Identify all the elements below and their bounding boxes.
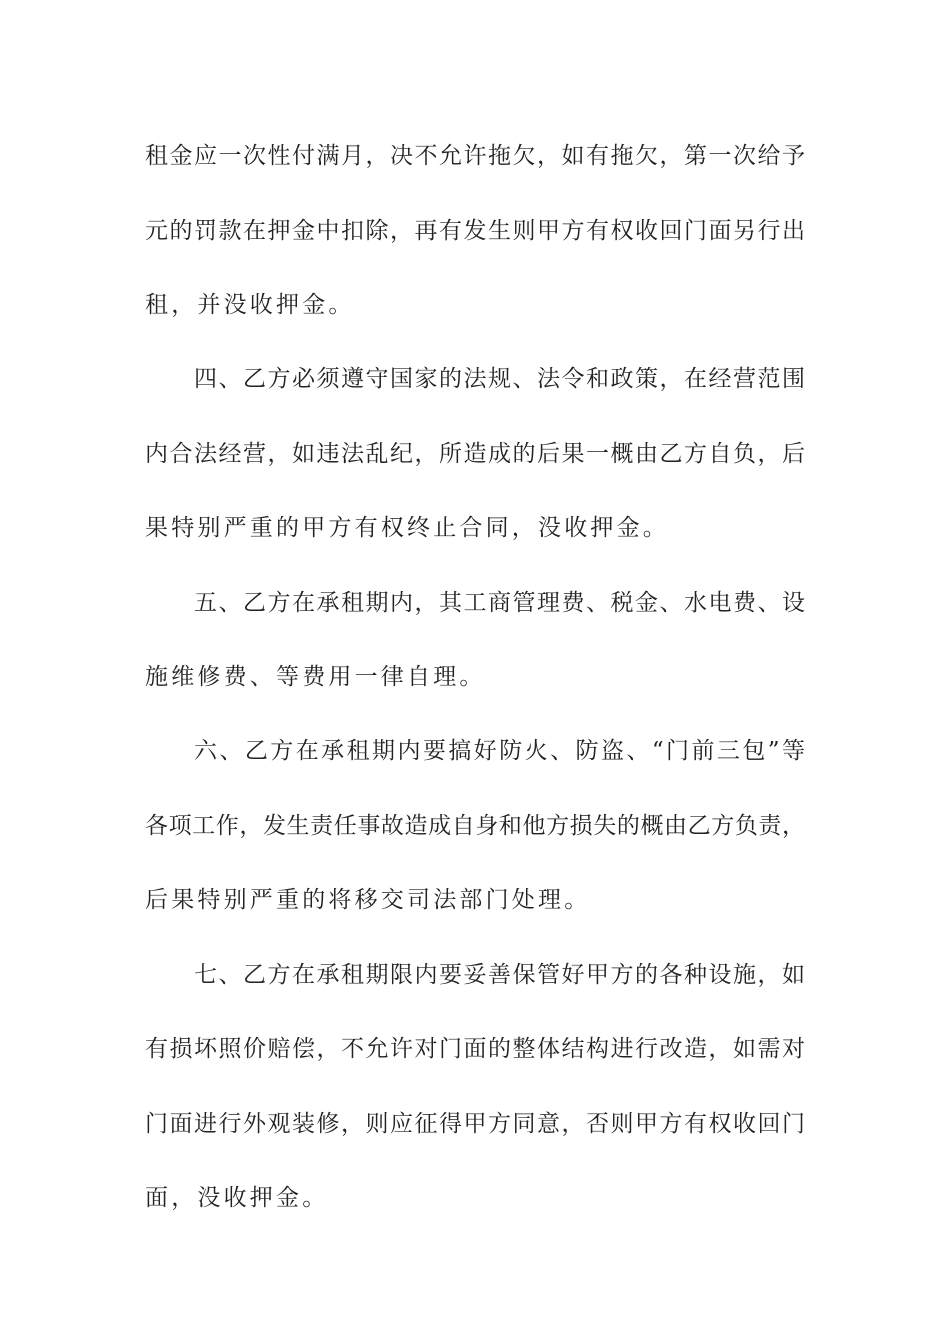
text-line: 租金应一次性付满月，决不允许拖欠，如有拖欠，第一次给予 <box>145 143 805 169</box>
paragraph-7-first-line: 七、乙方在承租期限内要妥善保管好甲方的各种设施，如 <box>194 962 805 988</box>
text-line: 后果特别严重的将移交司法部门处理。 <box>145 887 591 913</box>
text-line: 有损坏照价赔偿，不允许对门面的整体结构进行改造，如需对 <box>145 1036 805 1062</box>
text-line: 施维修费、等费用一律自理。 <box>145 664 486 690</box>
text-line: 各项工作，发生责任事故造成自身和他方损失的概由乙方负责， <box>145 813 805 839</box>
text-line: 门面进行外观装修，则应征得甲方同意，否则甲方有权收回门 <box>145 1111 805 1137</box>
text-line: 租，并没收押金。 <box>145 292 355 318</box>
paragraph-5-first-line: 五、乙方在承租期内，其工商管理费、税金、水电费、设 <box>194 590 805 616</box>
paragraph-6-first-line: 六、乙方在承租期内要搞好防火、防盗、“门前三包”等 <box>194 738 805 764</box>
text-line: 元的罚款在押金中扣除，再有发生则甲方有权收回门面另行出 <box>145 218 805 244</box>
text-line: 内合法经营，如违法乱纪，所造成的后果一概由乙方自负，后 <box>145 441 805 467</box>
text-line: 果特别严重的甲方有权终止合同，没收押金。 <box>145 515 669 541</box>
text-line: 面，没收押金。 <box>145 1185 329 1211</box>
paragraph-4-first-line: 四、乙方必须遵守国家的法规、法令和政策，在经营范围 <box>194 366 805 392</box>
